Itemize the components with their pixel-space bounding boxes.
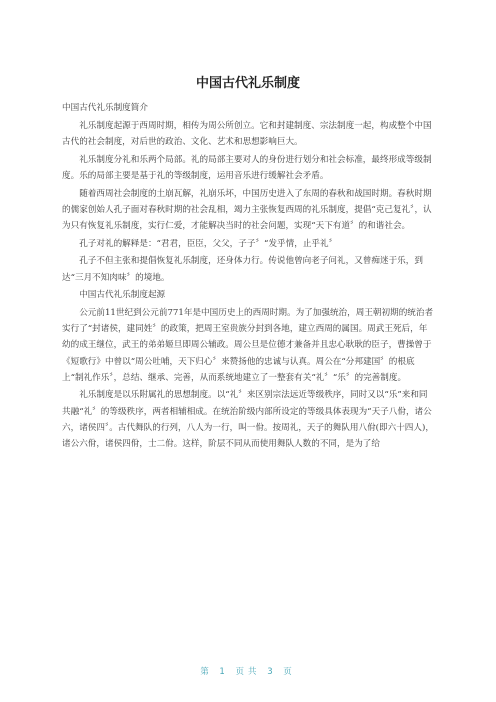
body-paragraph: 公元前11世纪到公元前771年是中国历史上的西周时期。为了加强统治，周王朝初期的统治者实行了“封诸侯，建同姓〞的政策，把周王室贵族分封到各地，建立西周的属国。周武王死后，年幼的成王继位，武王的弟弟姬旦即周公辅政。周公旦是位德才兼备并且忠心耿耿的臣子，曹操曾于《短歌行》中曾以“周公吐哺，天下归心〞来赞扬他的忠诚与认真。周公在“分邦建国〞的根底上“制礼作乐〞，总结、继承、完善，从而系统地建立了一整套有关“礼〞“乐〞的完善制度。 — [62, 307, 434, 383]
body-paragraph: 礼乐制度是以乐附属礼的思想制度。以“礼〞来区别宗法远近等级秩序，同时又以“乐”来和同共融“礼〞的等级秩序，两者相辅相成。在统治阶级内部所设定的等级具体表现为“天子八佾，诸公六，诸侯四〞。古代舞队的行列，八人为一行，叫一佾。按周礼，天子的舞队用八佾(即六十四人)，诸公六佾，诸侯四佾，士二佾。这样，阶层不同从而使用舞队人数的不同，是为了给 — [62, 390, 434, 450]
page-footer: 第 1 页共 3 页 — [200, 667, 296, 677]
body-paragraph: 孔子不但主张和提倡恢复礼乐制度，还身体力行。传说他曾向老子问礼，又曾痴迷于乐，到达“三月不知肉味〞的境地。 — [62, 256, 423, 283]
body-paragraph: 孔子对礼的解释是：“君君，臣臣，父父，子子〞“发乎情，止乎礼〞 — [79, 238, 338, 249]
body-paragraph: 随着西周社会制度的土崩瓦解，礼崩乐坏，中国历史进入了东周的春秋和战国时期。春秋时期的儒家创始人孔子面对春秋时期的社会乱相，竭力主张恢复西周的礼乐制度，提倡“克己复礼〞，认为只有恢复礼乐制度，实行仁爱，才能解决当时的社会问题，实现“天下有道〞的和谐社会。 — [62, 188, 432, 231]
document-title: 中国古代礼乐制度 — [195, 76, 300, 91]
body-paragraph: 礼乐制度分礼和乐两个局部。礼的局部主要对人的身份进行划分和社会标准，最终形成等级制度。乐的局部主要是基于礼的等级制度，运用音乐进行缓解社会矛盾。 — [62, 154, 432, 181]
section-heading-intro: 中国古代礼乐制度简介 — [62, 103, 148, 113]
document-body — [62, 100, 435, 454]
body-paragraph: 礼乐制度起源于西周时期，相传为周公所创立。它和封建制度、宗法制度一起，构成整个中国古代的社会制度，对后世的政治、文化、艺术和思想影响巨大。 — [62, 120, 432, 147]
section-heading-origin: 中国古代礼乐制度起源 — [79, 290, 166, 301]
